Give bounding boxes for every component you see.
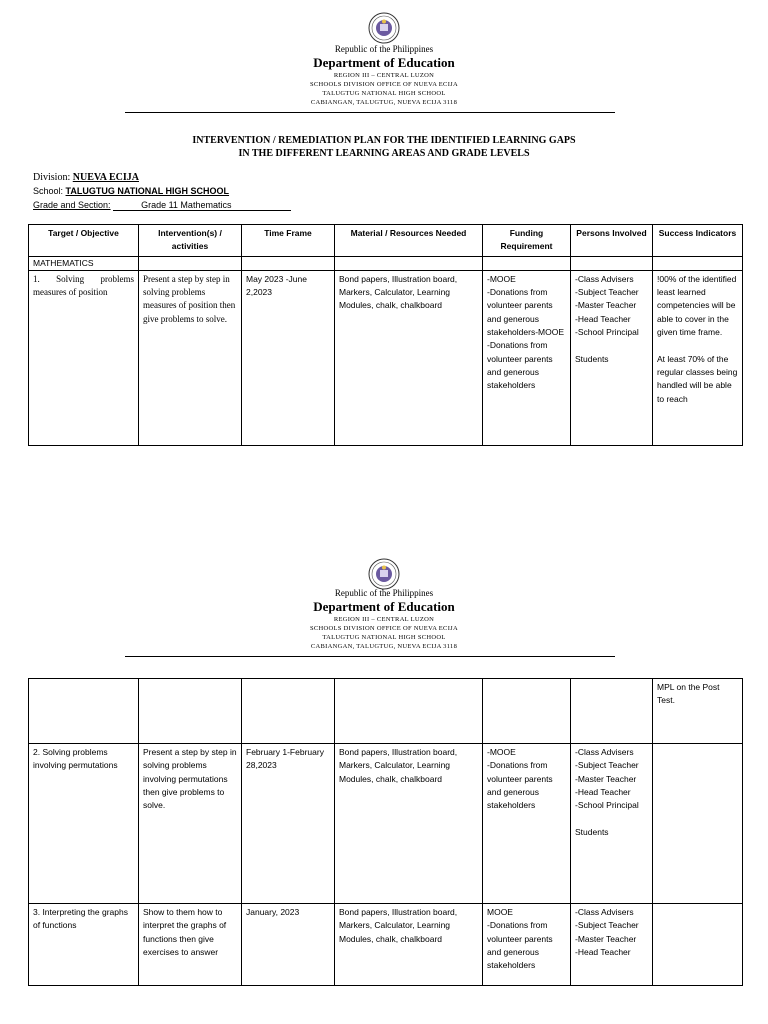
subject-row bbox=[29, 256, 743, 270]
republic-text: Republic of the Philippines bbox=[334, 44, 434, 54]
region-text: REGION III – CENTRAL LUZON bbox=[333, 616, 435, 623]
col-header-timeframe: Time Frame bbox=[242, 225, 335, 257]
col-header-intervention: Intervention(s) / activities bbox=[139, 225, 242, 257]
row2-time: February 1-February 28,2023 bbox=[242, 744, 335, 904]
republic-text: Republic of the Philippines bbox=[334, 588, 434, 598]
school-value: TALUGTUG NATIONAL HIGH SCHOOL bbox=[65, 186, 230, 196]
header-divider bbox=[125, 656, 615, 657]
cont-materials bbox=[335, 679, 483, 744]
row3-intervention: Show to them how to interpret the graphs of functions then give exercises to answer bbox=[139, 904, 242, 986]
school-text: TALUGTUG NATIONAL HIGH SCHOOL bbox=[322, 90, 446, 97]
division-value: NUEVA ECIJA bbox=[72, 172, 139, 183]
division-office-text: SCHOOLS DIVISION OFFICE OF NUEVA ECIJA bbox=[310, 81, 458, 88]
grade-line bbox=[33, 200, 291, 211]
grade-value: Grade 11 Mathematics bbox=[113, 200, 291, 211]
row1-intervention: Present a step by step in solving problems measures of position then give problems to solve. bbox=[139, 270, 242, 445]
row1-persons: -Class Advisers -Subject Teacher -Master Teacher -Head Teacher -School Principal Students bbox=[571, 270, 653, 445]
row3-time: January, 2023 bbox=[242, 904, 335, 986]
deped-seal-icon bbox=[368, 558, 400, 590]
plan-title-line2: IN THE DIFFERENT LEARNING AREAS AND GRADE LEVELS bbox=[238, 148, 530, 159]
row3-materials: Bond papers, Illustration board, Markers, Calculator, Learning Modules, chalk, chalkboard bbox=[335, 904, 483, 986]
row1-success: !00% of the identified least learned competencies will be able to cover in the given time frame. At least 70% of the regular classes being handled will be able to reach bbox=[653, 270, 743, 445]
table-row bbox=[29, 679, 743, 744]
row3-persons: -Class Advisers -Subject Teacher -Master Teacher -Head Teacher bbox=[571, 904, 653, 986]
row3-success bbox=[653, 904, 743, 986]
col-header-materials: Material / Resources Needed bbox=[335, 225, 483, 257]
row1-target: 1. Solving problems measures of position bbox=[29, 270, 139, 445]
plan-table-page1 bbox=[28, 224, 743, 446]
grade-label: Grade and Section: bbox=[33, 200, 111, 210]
subject-cell: MATHEMATICS bbox=[29, 256, 139, 270]
division-office-text: SCHOOLS DIVISION OFFICE OF NUEVA ECIJA bbox=[310, 625, 458, 632]
division-label: Division: bbox=[33, 172, 71, 183]
department-title: Department of Education bbox=[313, 599, 455, 614]
school-line bbox=[33, 186, 229, 196]
school-label: School: bbox=[33, 186, 64, 196]
row1-time: May 2023 -June 2,2023 bbox=[242, 270, 335, 445]
cont-time bbox=[242, 679, 335, 744]
cont-success: MPL on the Post Test. bbox=[653, 679, 743, 744]
plan-title-line1: INTERVENTION / REMEDIATION PLAN FOR THE IDENTIFIED LEARNING GAPS bbox=[192, 135, 576, 146]
row3-target: 3. Interpreting the graphs of functions bbox=[29, 904, 139, 986]
row1-materials: Bond papers, Illustration board, Markers, Calculator, Learning Modules, chalk, chalkboard bbox=[335, 270, 483, 445]
table-row bbox=[29, 744, 743, 904]
header-divider bbox=[125, 112, 615, 113]
col-header-success: Success Indicators bbox=[653, 225, 743, 257]
region-text: REGION III – CENTRAL LUZON bbox=[333, 72, 435, 79]
row2-materials: Bond papers, Illustration board, Markers, Calculator, Learning Modules, chalk, chalkboard bbox=[335, 744, 483, 904]
row2-intervention: Present a step by step in solving problems involving permutations then give problems to solve. bbox=[139, 744, 242, 904]
col-header-funding: Funding Requirement bbox=[483, 225, 571, 257]
cont-intervention bbox=[139, 679, 242, 744]
plan-table-page2 bbox=[28, 678, 743, 986]
table-header-row bbox=[29, 225, 743, 257]
row2-target: 2. Solving problems involving permutations bbox=[29, 744, 139, 904]
division-line bbox=[33, 172, 139, 183]
cont-funding bbox=[483, 679, 571, 744]
row1-funding: -MOOE -Donations from volunteer parents and generous stakeholders-MOOE -Donations from volunteer parents and generous stakeholders bbox=[483, 270, 571, 445]
row2-persons: -Class Advisers -Subject Teacher -Master Teacher -Head Teacher -School Principal Students bbox=[571, 744, 653, 904]
cont-target bbox=[29, 679, 139, 744]
col-header-persons: Persons Involved bbox=[571, 225, 653, 257]
address-text: CABIANGAN, TALUGTUG, NUEVA ECIJA 3118 bbox=[310, 99, 458, 106]
row2-funding: -MOOE -Donations from volunteer parents and generous stakeholders bbox=[483, 744, 571, 904]
col-header-target: Target / Objective bbox=[29, 225, 139, 257]
school-text: TALUGTUG NATIONAL HIGH SCHOOL bbox=[322, 634, 446, 641]
address-text: CABIANGAN, TALUGTUG, NUEVA ECIJA 3118 bbox=[310, 643, 458, 650]
deped-seal-icon bbox=[368, 12, 400, 44]
department-title: Department of Education bbox=[313, 55, 455, 70]
table-row bbox=[29, 904, 743, 986]
cont-persons bbox=[571, 679, 653, 744]
table-row bbox=[29, 270, 743, 445]
row3-funding: MOOE -Donations from volunteer parents and generous stakeholders bbox=[483, 904, 571, 986]
row2-success bbox=[653, 744, 743, 904]
